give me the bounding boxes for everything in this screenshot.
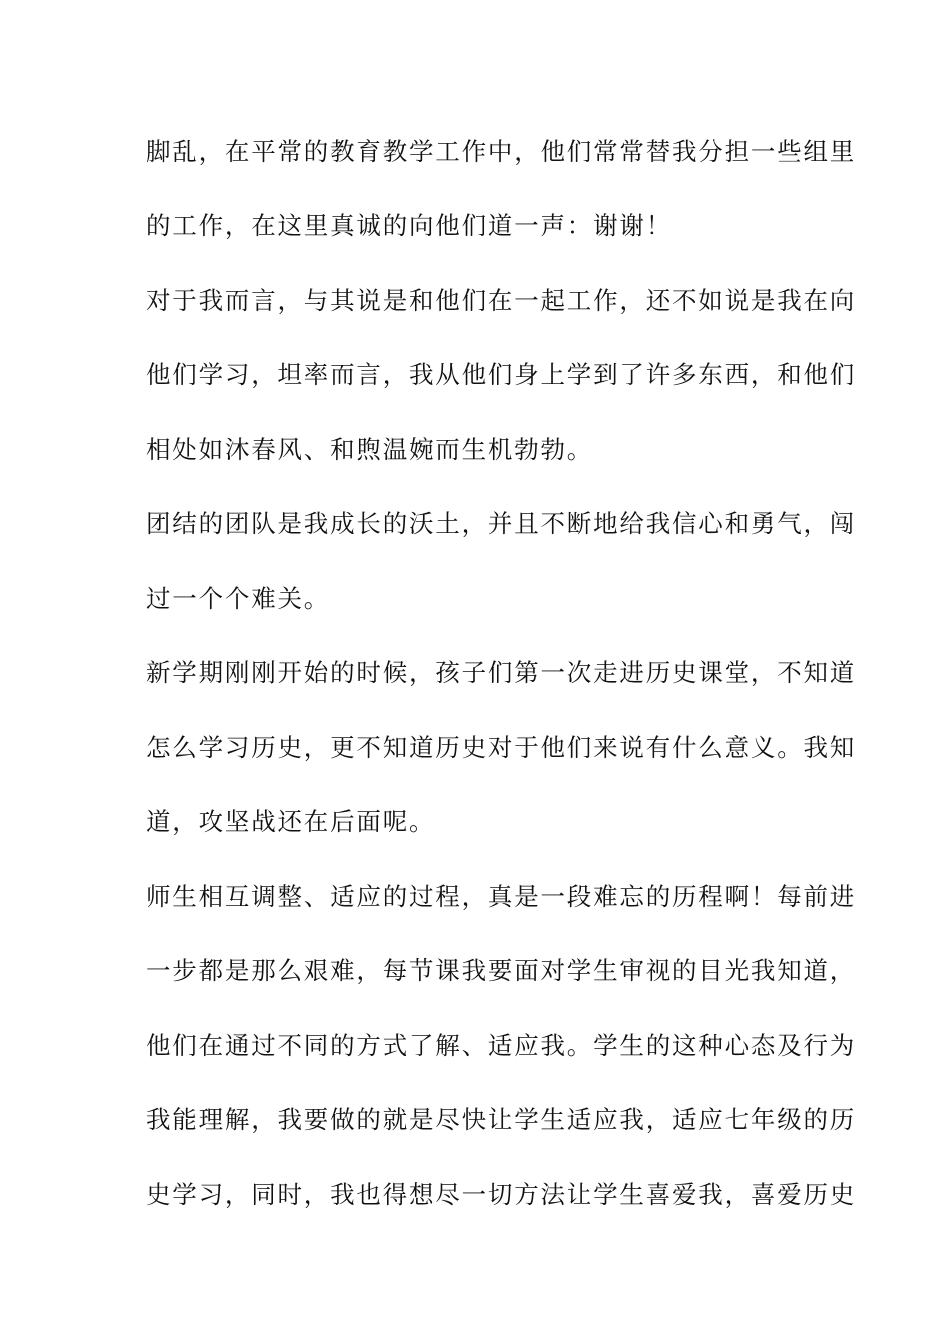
- paragraph-5-line-1: 师生相互调整、适应的过程，真是一段难忘的历程啊！每前进: [146, 882, 857, 911]
- paragraph-5-line-3: 他们在通过不同的方式了解、适应我。学生的这种心态及行为: [146, 1031, 857, 1060]
- paragraph-3-line-2: 过一个个难关。: [146, 584, 331, 613]
- paragraph-4-line-2: 怎么学习历史，更不知道历史对于他们来说有什么意义。我知: [146, 733, 857, 762]
- paragraph-5-line-5: 史学习，同时，我也得想尽一切方法让学生喜爱我，喜爱历史: [146, 1180, 857, 1209]
- paragraph-4-line-1: 新学期刚刚开始的时候，孩子们第一次走进历史课堂，不知道: [146, 658, 857, 687]
- paragraph-4-line-3: 道，攻坚战还在后面呢。: [146, 807, 436, 836]
- paragraph-1-line-2: 的工作，在这里真诚的向他们道一声：谢谢！: [146, 211, 672, 240]
- paragraph-3-line-1: 团结的团队是我成长的沃土，并且不断地给我信心和勇气，闯: [146, 509, 857, 538]
- paragraph-2-line-3: 相处如沐春风、和煦温婉而生机勃勃。: [146, 435, 594, 464]
- paragraph-2-line-1: 对于我而言，与其说是和他们在一起工作，还不如说是我在向: [146, 286, 857, 315]
- paragraph-1-line-1: 脚乱，在平常的教育教学工作中，他们常常替我分担一些组里: [146, 137, 857, 166]
- paragraph-2-line-2: 他们学习，坦率而言，我从他们身上学到了许多东西，和他们: [146, 360, 857, 389]
- paragraph-5-line-4: 我能理解，我要做的就是尽快让学生适应我，适应七年级的历: [146, 1105, 857, 1134]
- paragraph-5-line-2: 一步都是那么艰难，每节课我要面对学生审视的目光我知道，: [146, 956, 857, 985]
